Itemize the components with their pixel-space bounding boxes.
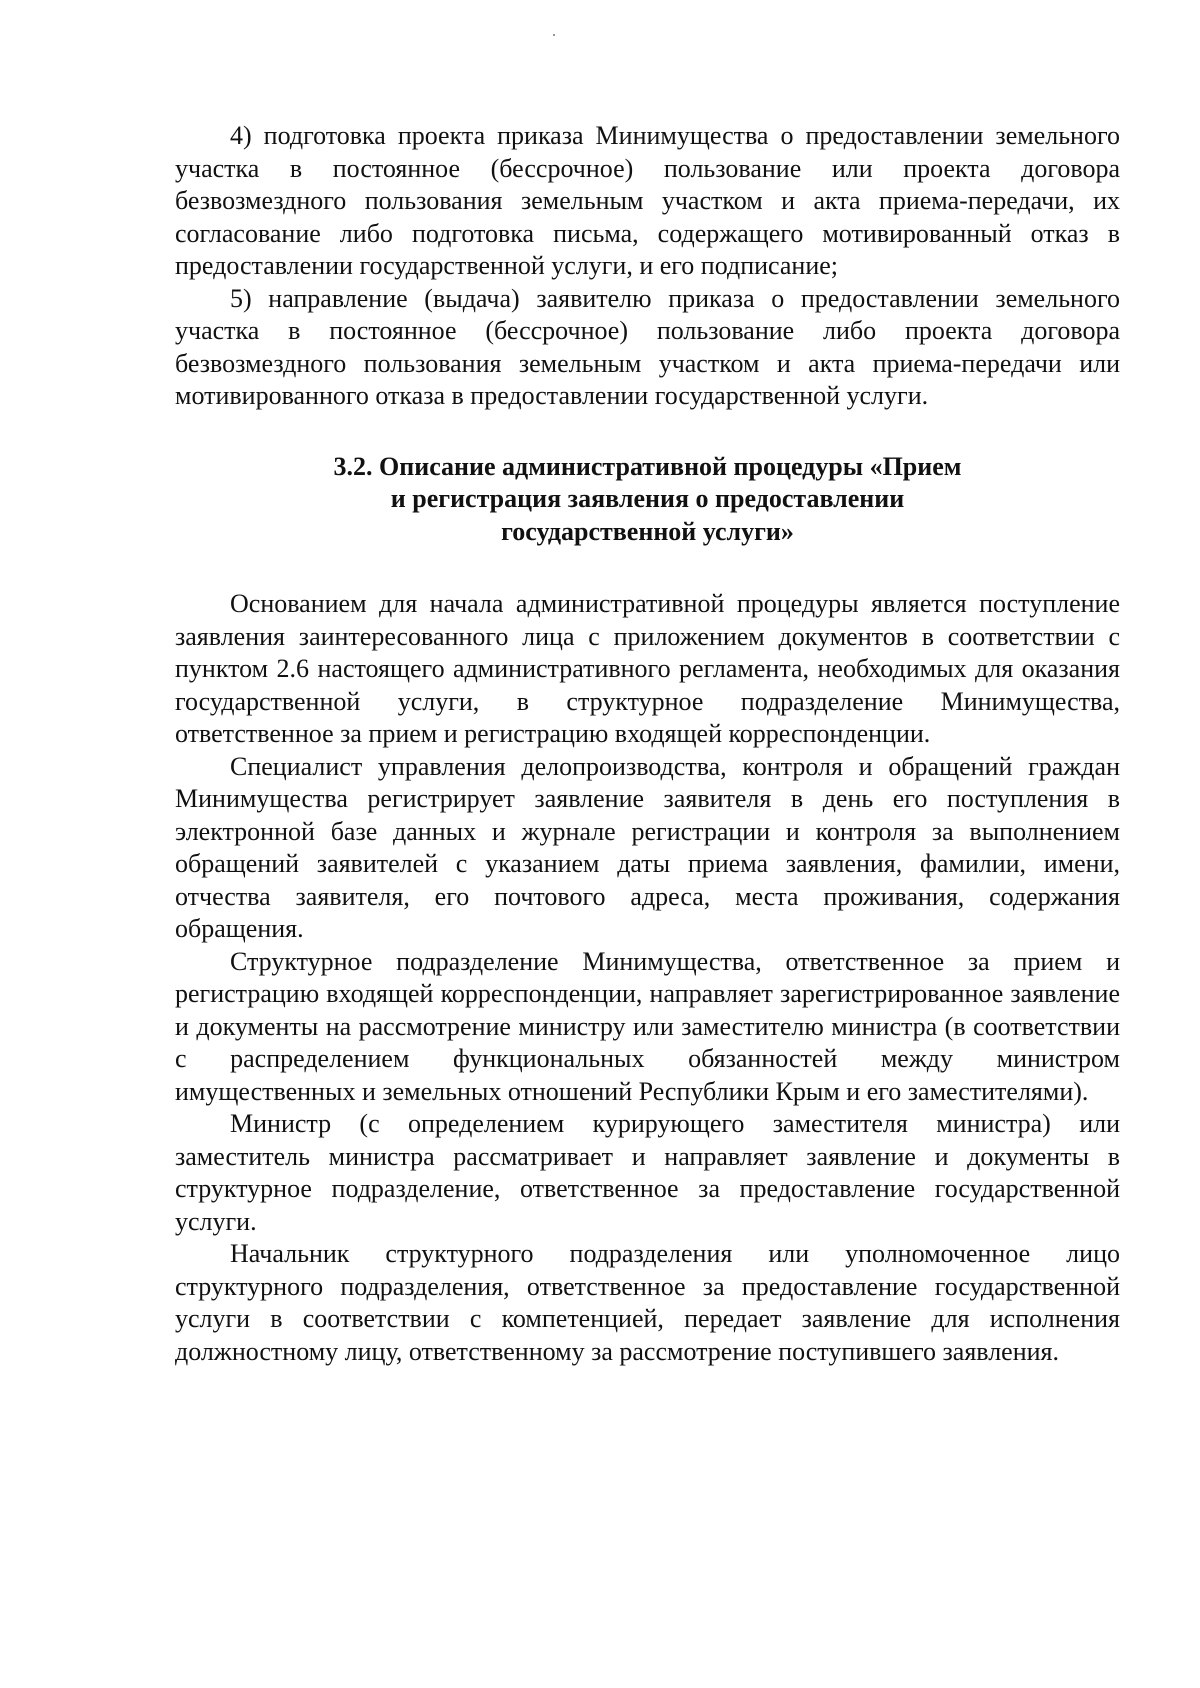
scan-speck [553, 34, 555, 36]
paragraph-structural-unit: Структурное подразделение Минимущества, ответственное за прием и регистрацию входящей корреспонденции, направляет зарегистрированное заявление и документы на рассмотрение министру или заместителю министра (в соответствии с распределением функциональных обязанностей между министром имущественных и земельных отношений Республики Крым и его заместителями). [175, 946, 1120, 1106]
paragraph-specialist: Специалист управления делопроизводства, контроля и обращений граждан Минимущества регистрирует заявление заявителя в день его поступления в электронной базе данных и журнале регистрации и контроля за выполнением обращений заявителей с указанием даты приема заявления, фамилии, имени, отчества заявителя, его почтового адреса, места проживания, содержания обращения. [175, 751, 1120, 943]
paragraph-minister: Министр (с определением курирующего заместителя министра) или заместитель министра рассматривает и направляет заявление и документы в структурное подразделение, ответственное за предоставление государственной услуги. [175, 1109, 1120, 1236]
section-heading [175, 451, 1120, 549]
list-item-5: 5) направление (выдача) заявителю приказа о предоставлении земельного участка в постоянное (бессрочное) пользование либо проекта договора безвозмездного пользования земельным участком и акта приема-передачи или мотивированного отказа в предоставлении государственной услуги. [175, 283, 1120, 410]
section-heading-line-3: государственной услуги» [501, 516, 794, 546]
document-body [175, 120, 1120, 1368]
list-item-4: 4) подготовка проекта приказа Минимущества о предоставлении земельного участка в постоянное (бессрочное) пользование или проекта договора безвозмездного пользования земельным участком и акта приема-передачи, их согласование либо подготовка письма, содержащего мотивированный отказ в предоставлении государственной услуги, и его подписание; [175, 121, 1120, 280]
section-heading-line-2: и регистрация заявления о предоставлении [390, 484, 905, 513]
paragraph-head-of-unit: Начальник структурного подразделения или уполномоченное лицо структурного подразделения, ответственное за предоставление государственной услуги в соответствии с компетенцией, передает заявление для исполнения должностному лицу, ответственному за рассмотрение поступившего заявления. [175, 1239, 1120, 1366]
paragraph-basis: Основанием для начала административной процедуры является поступление заявления заинтересованного лица с приложением документов в соответствии с пунктом 2.6 настоящего административного регламента, необходимых для оказания государственной услуги, в структурное подразделение Минимущества, ответственное за прием и регистрацию входящей корреспонденции. [175, 589, 1120, 748]
section-heading-line-1: 3.2. Описание административной процедуры «Прием [333, 451, 962, 481]
